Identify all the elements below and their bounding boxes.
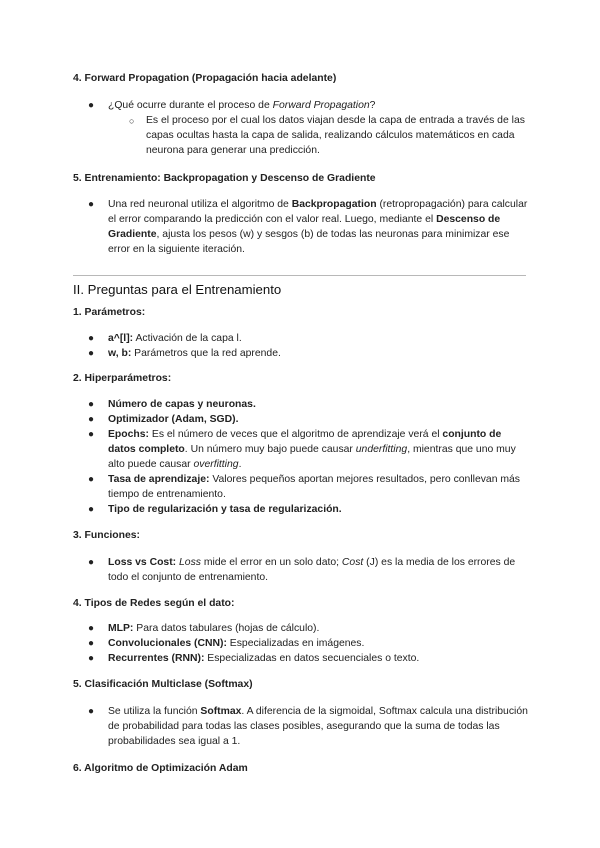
functions-heading: 3. Funciones:	[73, 530, 140, 541]
hyperparams-item: Optimizador (Adam, SGD).	[108, 414, 239, 425]
bullet-dot: ●	[88, 474, 95, 485]
hyperparams-item: Tipo de regularización y tasa de regularización.	[108, 504, 342, 515]
bullet-dot: ●	[88, 333, 95, 344]
bullet-dot: ●	[88, 348, 95, 359]
sub-bullet-circle: ○	[129, 116, 135, 126]
params-item: a^[l]: Activación de la capa l.	[108, 333, 242, 344]
hyperparams-item-learning-rate: Tasa de aprendizaje: Valores pequeños aportan mejores resultados, pero conllevan más tiempo de entrenamiento.	[108, 474, 521, 500]
bullet-dot: ●	[88, 557, 95, 568]
softmax-heading: 5. Clasificación Multiclase (Softmax)	[73, 679, 253, 690]
hyperparams-item-epochs: Epochs: Es el número de veces que el algoritmo de aprendizaje verá el conjunto de datos completo. Un número muy bajo puede causar underfitting, mientras que uno muy alto puede causar overfitting.	[108, 429, 516, 470]
bullet-dot: ●	[88, 199, 95, 210]
bullet-dot: ●	[88, 414, 95, 425]
params-item: w, b: Parámetros que la red aprende.	[108, 348, 281, 359]
network-types-item: MLP: Para datos tabulares (hojas de cálculo).	[108, 623, 320, 634]
s5-paragraph: Una red neuronal utiliza el algoritmo de Backpropagation (retropropagación) para calcular el error comparando la predicción con el valor real. Luego, mediante el Descenso de Gradiente, ajusta los pesos (w) y sesgos (b) de todas las neuronas para minimizar ese error en la siguiente iteración.	[108, 199, 528, 255]
network-types-item: Convolucionales (CNN): Especializadas en imágenes.	[108, 638, 365, 649]
bullet-dot: ●	[88, 399, 95, 410]
bullet-dot: ●	[88, 100, 95, 111]
hyperparams-heading: 2. Hiperparámetros:	[73, 373, 172, 384]
bullet-dot: ●	[88, 623, 95, 634]
bullet-dot: ●	[88, 706, 95, 717]
bullet-dot: ●	[88, 429, 95, 440]
softmax-paragraph: Se utiliza la función Softmax. A diferencia de la sigmoidal, Softmax calcula una distribución de probabilidad para todas las clases posibles, asegurando que la suma de todas las probabilidades sea igual a 1.	[108, 706, 528, 747]
bullet-dot: ●	[88, 653, 95, 664]
part-2-heading: II. Preguntas para el Entrenamiento	[73, 282, 282, 297]
s4-question: ¿Qué ocurre durante el proceso de Forward Propagation?	[108, 100, 376, 111]
s4-answer: Es el proceso por el cual los datos viajan desde la capa de entrada a través de las capas ocultas hasta la capa de salida, realizando cálculos matemáticos en cada neurona para generar una predicción.	[146, 115, 525, 156]
network-types-item: Recurrentes (RNN): Especializadas en datos secuenciales o texto.	[108, 653, 420, 664]
hyperparams-item: Número de capas y neuronas.	[108, 399, 256, 410]
adam-heading: 6. Algoritmo de Optimización Adam	[73, 763, 248, 774]
network-types-heading: 4. Tipos de Redes según el dato:	[73, 598, 235, 609]
bullet-dot: ●	[88, 504, 95, 515]
section-divider	[73, 275, 526, 276]
params-heading: 1. Parámetros:	[73, 307, 146, 318]
bullet-dot: ●	[88, 638, 95, 649]
section-5-heading: 5. Entrenamiento: Backpropagation y Descenso de Gradiente	[73, 173, 376, 184]
section-4-heading: 4. Forward Propagation (Propagación hacia adelante)	[73, 73, 337, 84]
functions-item: Loss vs Cost: Loss mide el error en un solo dato; Cost (J) es la media de los errores de todo el conjunto de entrenamiento.	[108, 557, 516, 583]
